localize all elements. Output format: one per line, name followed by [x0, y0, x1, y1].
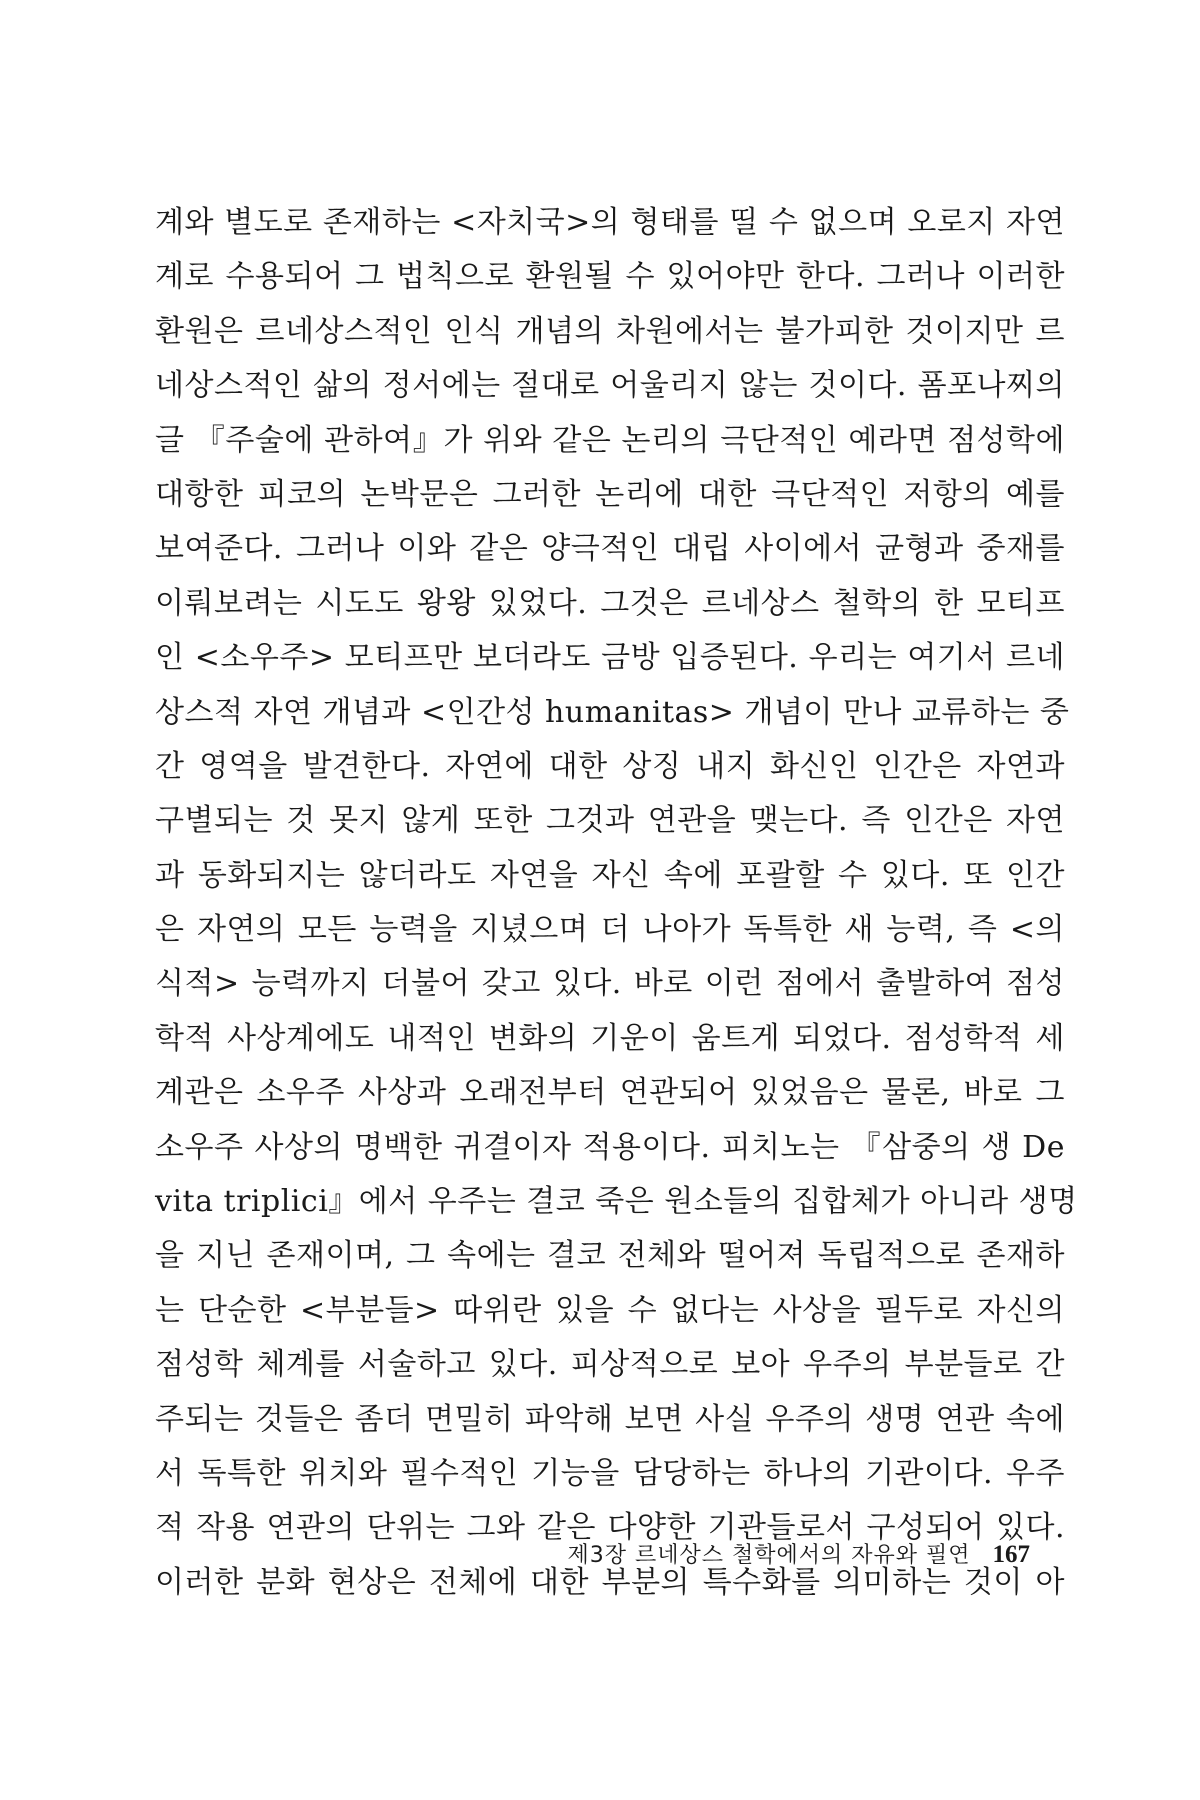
text-line: 글 『주술에 관하여』가 위와 같은 논리의 극단적인 예라면 점성학에: [155, 422, 1065, 458]
text-line: 적 작용 연관의 단위는 그와 같은 다양한 기관들로서 구성되어 있다.: [155, 1510, 1065, 1546]
text-line: 네상스적인 삶의 정서에는 절대로 어울리지 않는 것이다. 폼포나찌의: [155, 368, 1065, 404]
text-line: 은 자연의 모든 능력을 지녔으며 더 나아가 독특한 새 능력, 즉 <의: [155, 912, 1065, 948]
page-footer: [500, 1538, 1030, 1578]
text-line: 학적 사상계에도 내적인 변화의 기운이 움트게 되었다. 점성학적 세: [155, 1020, 1065, 1056]
text-line: 구별되는 것 못지 않게 또한 그것과 연관을 맺는다. 즉 인간은 자연: [155, 803, 1065, 839]
text-line: 계관은 소우주 사상과 오래전부터 연관되어 있었음은 물론, 바로 그: [155, 1075, 1065, 1111]
page-number: 167: [992, 1541, 1030, 1568]
text-line: 간 영역을 발견한다. 자연에 대한 상징 내지 화신인 인간은 자연과: [155, 748, 1065, 784]
text-line: 계로 수용되어 그 법칙으로 환원될 수 있어야만 한다. 그러나 이러한: [155, 259, 1065, 295]
text-line: 서 독특한 위치와 필수적인 기능을 담당하는 하나의 기관이다. 우주: [155, 1455, 1065, 1491]
text-line: 소우주 사상의 명백한 귀결이자 적용이다. 피치노는 『삼중의 생 De: [155, 1129, 1065, 1165]
text-line: 대항한 피코의 논박문은 그러한 논리에 대한 극단적인 저항의 예를: [155, 476, 1065, 512]
body-text: [155, 196, 1078, 1610]
text-line: 이뤄보려는 시도도 왕왕 있었다. 그것은 르네상스 철학의 한 모티프: [155, 585, 1065, 621]
text-line: 을 지닌 존재이며, 그 속에는 결코 전체와 떨어져 독립적으로 존재하: [155, 1238, 1065, 1274]
text-line: 환원은 르네상스적인 인식 개념의 차원에서는 불가피한 것이지만 르: [155, 313, 1065, 349]
text-line: 점성학 체계를 서술하고 있다. 피상적으로 보아 우주의 부분들로 간: [155, 1347, 1065, 1383]
running-title: 제3장 르네상스 철학에서의 자유와 필연: [567, 1543, 971, 1568]
text-line: 주되는 것들은 좀더 면밀히 파악해 보면 사실 우주의 생명 연관 속에: [155, 1401, 1065, 1437]
text-line: 상스적 자연 개념과 <인간성 humanitas> 개념이 만나 교류하는 중: [155, 694, 1070, 730]
text-line: 보여준다. 그러나 이와 같은 양극적인 대립 사이에서 균형과 중재를: [155, 531, 1065, 567]
text-line: 는 단순한 <부분들> 따위란 있을 수 없다는 사상을 필두로 자신의: [155, 1292, 1065, 1328]
text-line: vita triplici』에서 우주는 결코 죽은 원소들의 집합체가 아니라 생명: [155, 1184, 1078, 1220]
text-line: 과 동화되지는 않더라도 자연을 자신 속에 포괄할 수 있다. 또 인간: [155, 857, 1065, 893]
text-line: 식적> 능력까지 더불어 갖고 있다. 바로 이런 점에서 출발하여 점성: [155, 966, 1065, 1002]
text-line: 이러한 분화 현상은 전체에 대한 부분의 특수화를 의미하는 것이 아: [155, 1564, 1065, 1600]
text-line: 인 <소우주> 모티프만 보더라도 금방 입증된다. 우리는 여기서 르네: [155, 640, 1065, 676]
text-line: 계와 별도로 존재하는 <자치국>의 형태를 띨 수 없으며 오로지 자연: [155, 205, 1065, 240]
